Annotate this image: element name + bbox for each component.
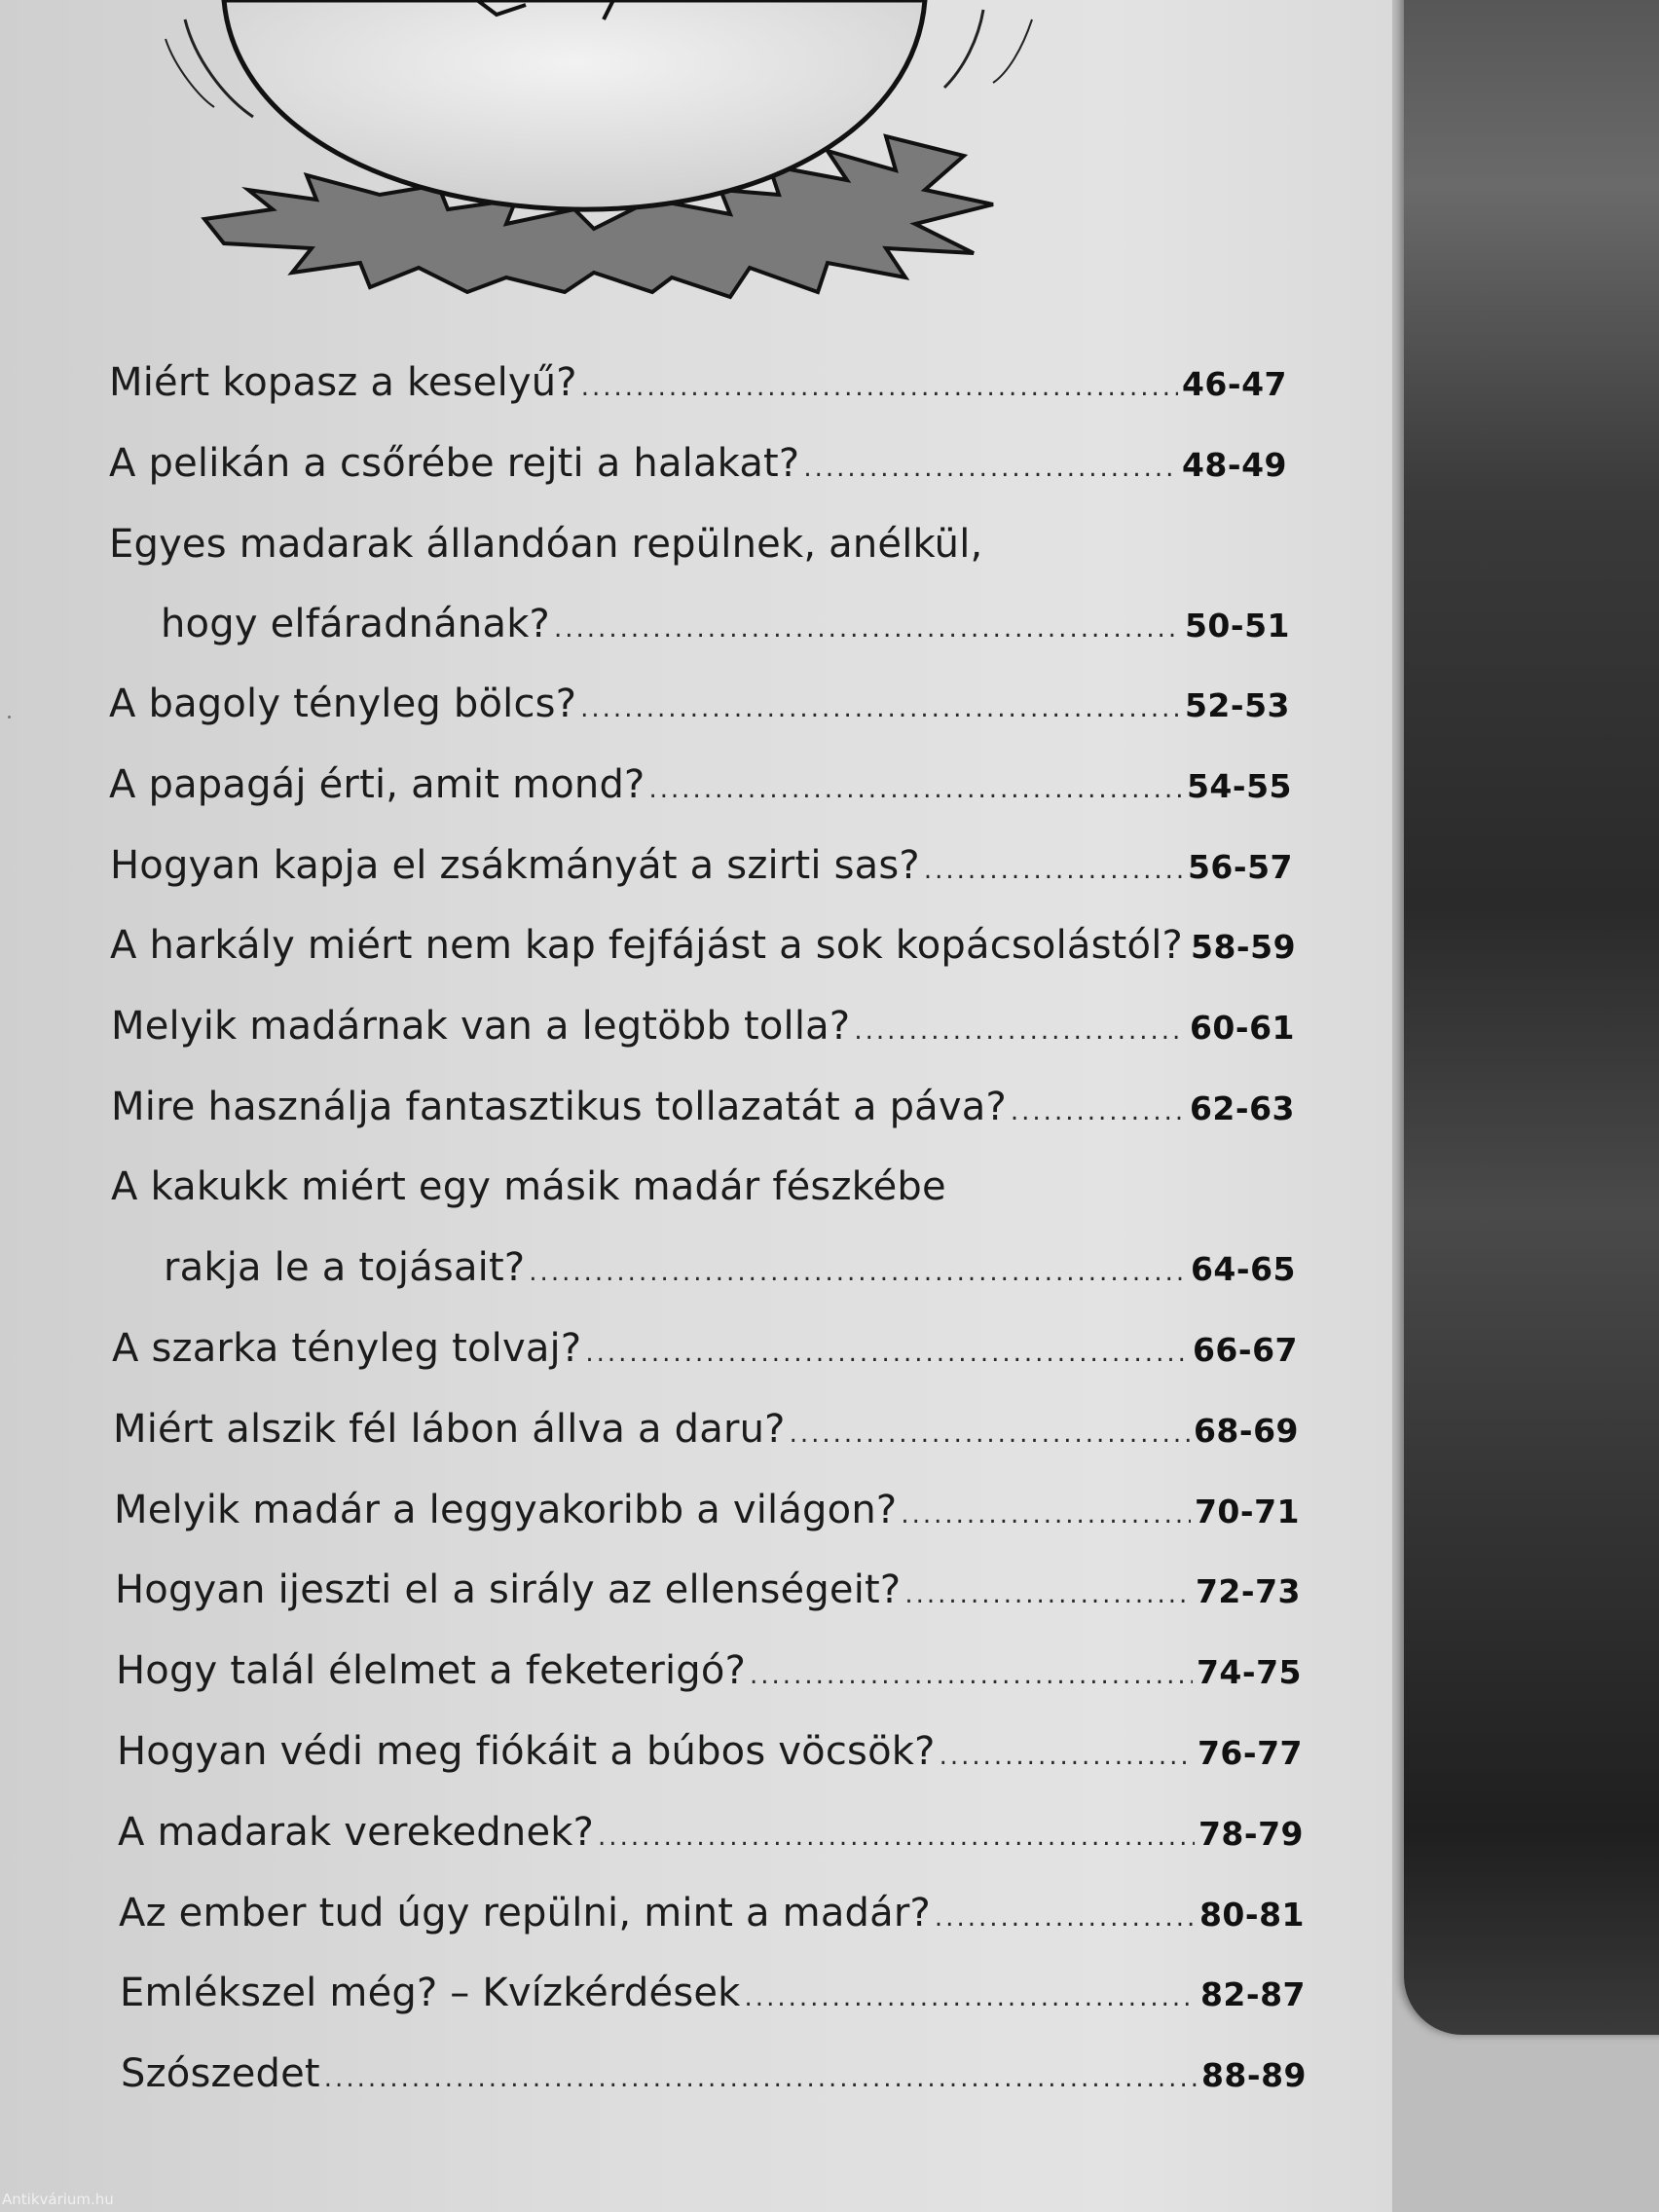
toc-entry-title-line1: A kakukk miért egy másik madár fészkébe [111,1164,946,1209]
toc-entry-pages: 88-89 [1200,2056,1307,2094]
dot-leader [790,1419,1190,1449]
toc-entry-pages: 70-71 [1194,1493,1300,1530]
toc-entry[interactable] [164,1245,1296,1290]
toc-entry[interactable] [117,1729,1303,1774]
dot-leader [529,1258,1187,1287]
toc-entry-pages: 68-69 [1193,1412,1299,1450]
toc-entry-title: Az ember tud úgy repülni, mint a madár? [119,1891,931,1936]
toc-entry-pages: 74-75 [1196,1653,1302,1691]
toc-entry-title: Emlékszel még? – Kvízkérdések [120,1971,741,2015]
dot-leader [924,856,1184,885]
dot-leader [324,2064,1198,2093]
toc-entry-title: A madarak verekednek? [118,1810,595,1855]
dot-leader [580,694,1181,723]
toc-entry-title: A harkály miért nem kap fejfájást a sok kopácsolástól? [110,923,1183,968]
toc-entry-title: Szószedet [121,2051,320,2096]
toc-entry-pages: 46-47 [1181,365,1287,403]
toc-entry-title: hogy elfáradnának? [161,602,550,646]
toc-entry[interactable] [110,923,1297,968]
toc-entry[interactable] [111,1004,1295,1049]
dot-leader [745,1983,1197,2012]
toc-entry[interactable] [118,1810,1304,1855]
dot-leader [803,454,1178,483]
toc-entry[interactable] [115,1567,1301,1612]
dot-leader [649,775,1183,804]
dot-leader [935,1903,1196,1933]
toc-entry-pages: 72-73 [1195,1572,1301,1610]
toc-entry-title: Hogyan védi meg fiókáit a búbos vöcsök? [117,1729,936,1774]
toc-entry-title: Miért kopasz a keselyű? [109,360,577,405]
toc-entry[interactable] [121,2051,1307,2096]
toc-entry[interactable] [161,602,1290,646]
toc-entry-title: A pelikán a csőrébe rejti a halakat? [109,441,800,486]
toc-entry-pages: 62-63 [1189,1089,1295,1127]
dot-leader [854,1016,1186,1046]
toc-entry[interactable] [109,682,1290,726]
dot-leader [1011,1097,1186,1126]
toc-entry-title: Melyik madár a leggyakoribb a világon? [114,1488,898,1532]
toc-entry[interactable] [109,762,1292,807]
toc-entry-title: Hogyan kapja el zsákmányát a szirti sas? [110,843,920,888]
toc-entry-pages: 58-59 [1190,928,1297,966]
toc-entry-pages: 56-57 [1187,848,1293,886]
toc-entry-pages: 78-79 [1198,1815,1304,1853]
toc-entry-title: rakja le a tojásait? [164,1245,526,1290]
toc-entry-pages: 76-77 [1197,1734,1303,1772]
watermark-text: Antikvárium.hu [2,2191,114,2208]
toc-entry-pages: 48-49 [1181,446,1287,484]
dot-leader [598,1823,1195,1852]
toc-entry-pages: 64-65 [1190,1250,1296,1288]
dot-leader [901,1500,1191,1530]
toc-entry-title: Mire használja fantasztikus tollazatát a páva? [111,1085,1007,1129]
toc-entry-pages: 66-67 [1192,1331,1298,1369]
toc-entry[interactable] [112,1326,1298,1371]
toc-entry[interactable] [110,843,1293,888]
bird-photo [1404,0,1659,2035]
toc-entry-title: A szarka tényleg tolvaj? [112,1326,582,1371]
dot-leader [940,1742,1194,1771]
toc-entry[interactable] [120,1971,1306,2015]
dot-leader [554,614,1181,644]
photo-panel [1392,0,1659,2212]
toc-entry[interactable] [114,1488,1300,1532]
toc-entry-pages: 82-87 [1199,1975,1306,2013]
dot-leader [581,373,1178,402]
toc-entry-title: Hogyan ijeszti el a sirály az ellenségeit? [115,1567,902,1612]
toc-entry-pages: 54-55 [1186,767,1292,805]
toc-entry-title: A papagáj érti, amit mond? [109,762,645,807]
dot-leader [750,1661,1193,1690]
toc-entry[interactable] [119,1891,1305,1936]
toc-entry-title: Miért alszik fél lábon állva a daru? [113,1407,786,1452]
toc-entry[interactable] [116,1648,1302,1693]
toc-entry[interactable] [113,1407,1299,1452]
dot-leader [904,1580,1192,1609]
toc-entry-pages: 50-51 [1184,607,1290,645]
toc-entry[interactable] [111,1085,1295,1129]
toc-entry-title: Melyik madárnak van a legtöbb tolla? [111,1004,851,1049]
toc-entry-title: A bagoly tényleg bölcs? [109,682,577,726]
dot-leader [585,1339,1189,1368]
toc-entry[interactable] [109,360,1287,405]
toc-entry-title-line1: Egyes madarak állandóan repülnek, anélkül, [109,522,983,567]
toc-entry-pages: 80-81 [1198,1896,1305,1934]
toc-entry-pages: 52-53 [1184,686,1290,724]
toc-entry-pages: 60-61 [1189,1009,1295,1047]
toc-entry-title: Hogy talál élelmet a feketerigó? [116,1648,747,1693]
toc-entry[interactable] [109,441,1287,486]
